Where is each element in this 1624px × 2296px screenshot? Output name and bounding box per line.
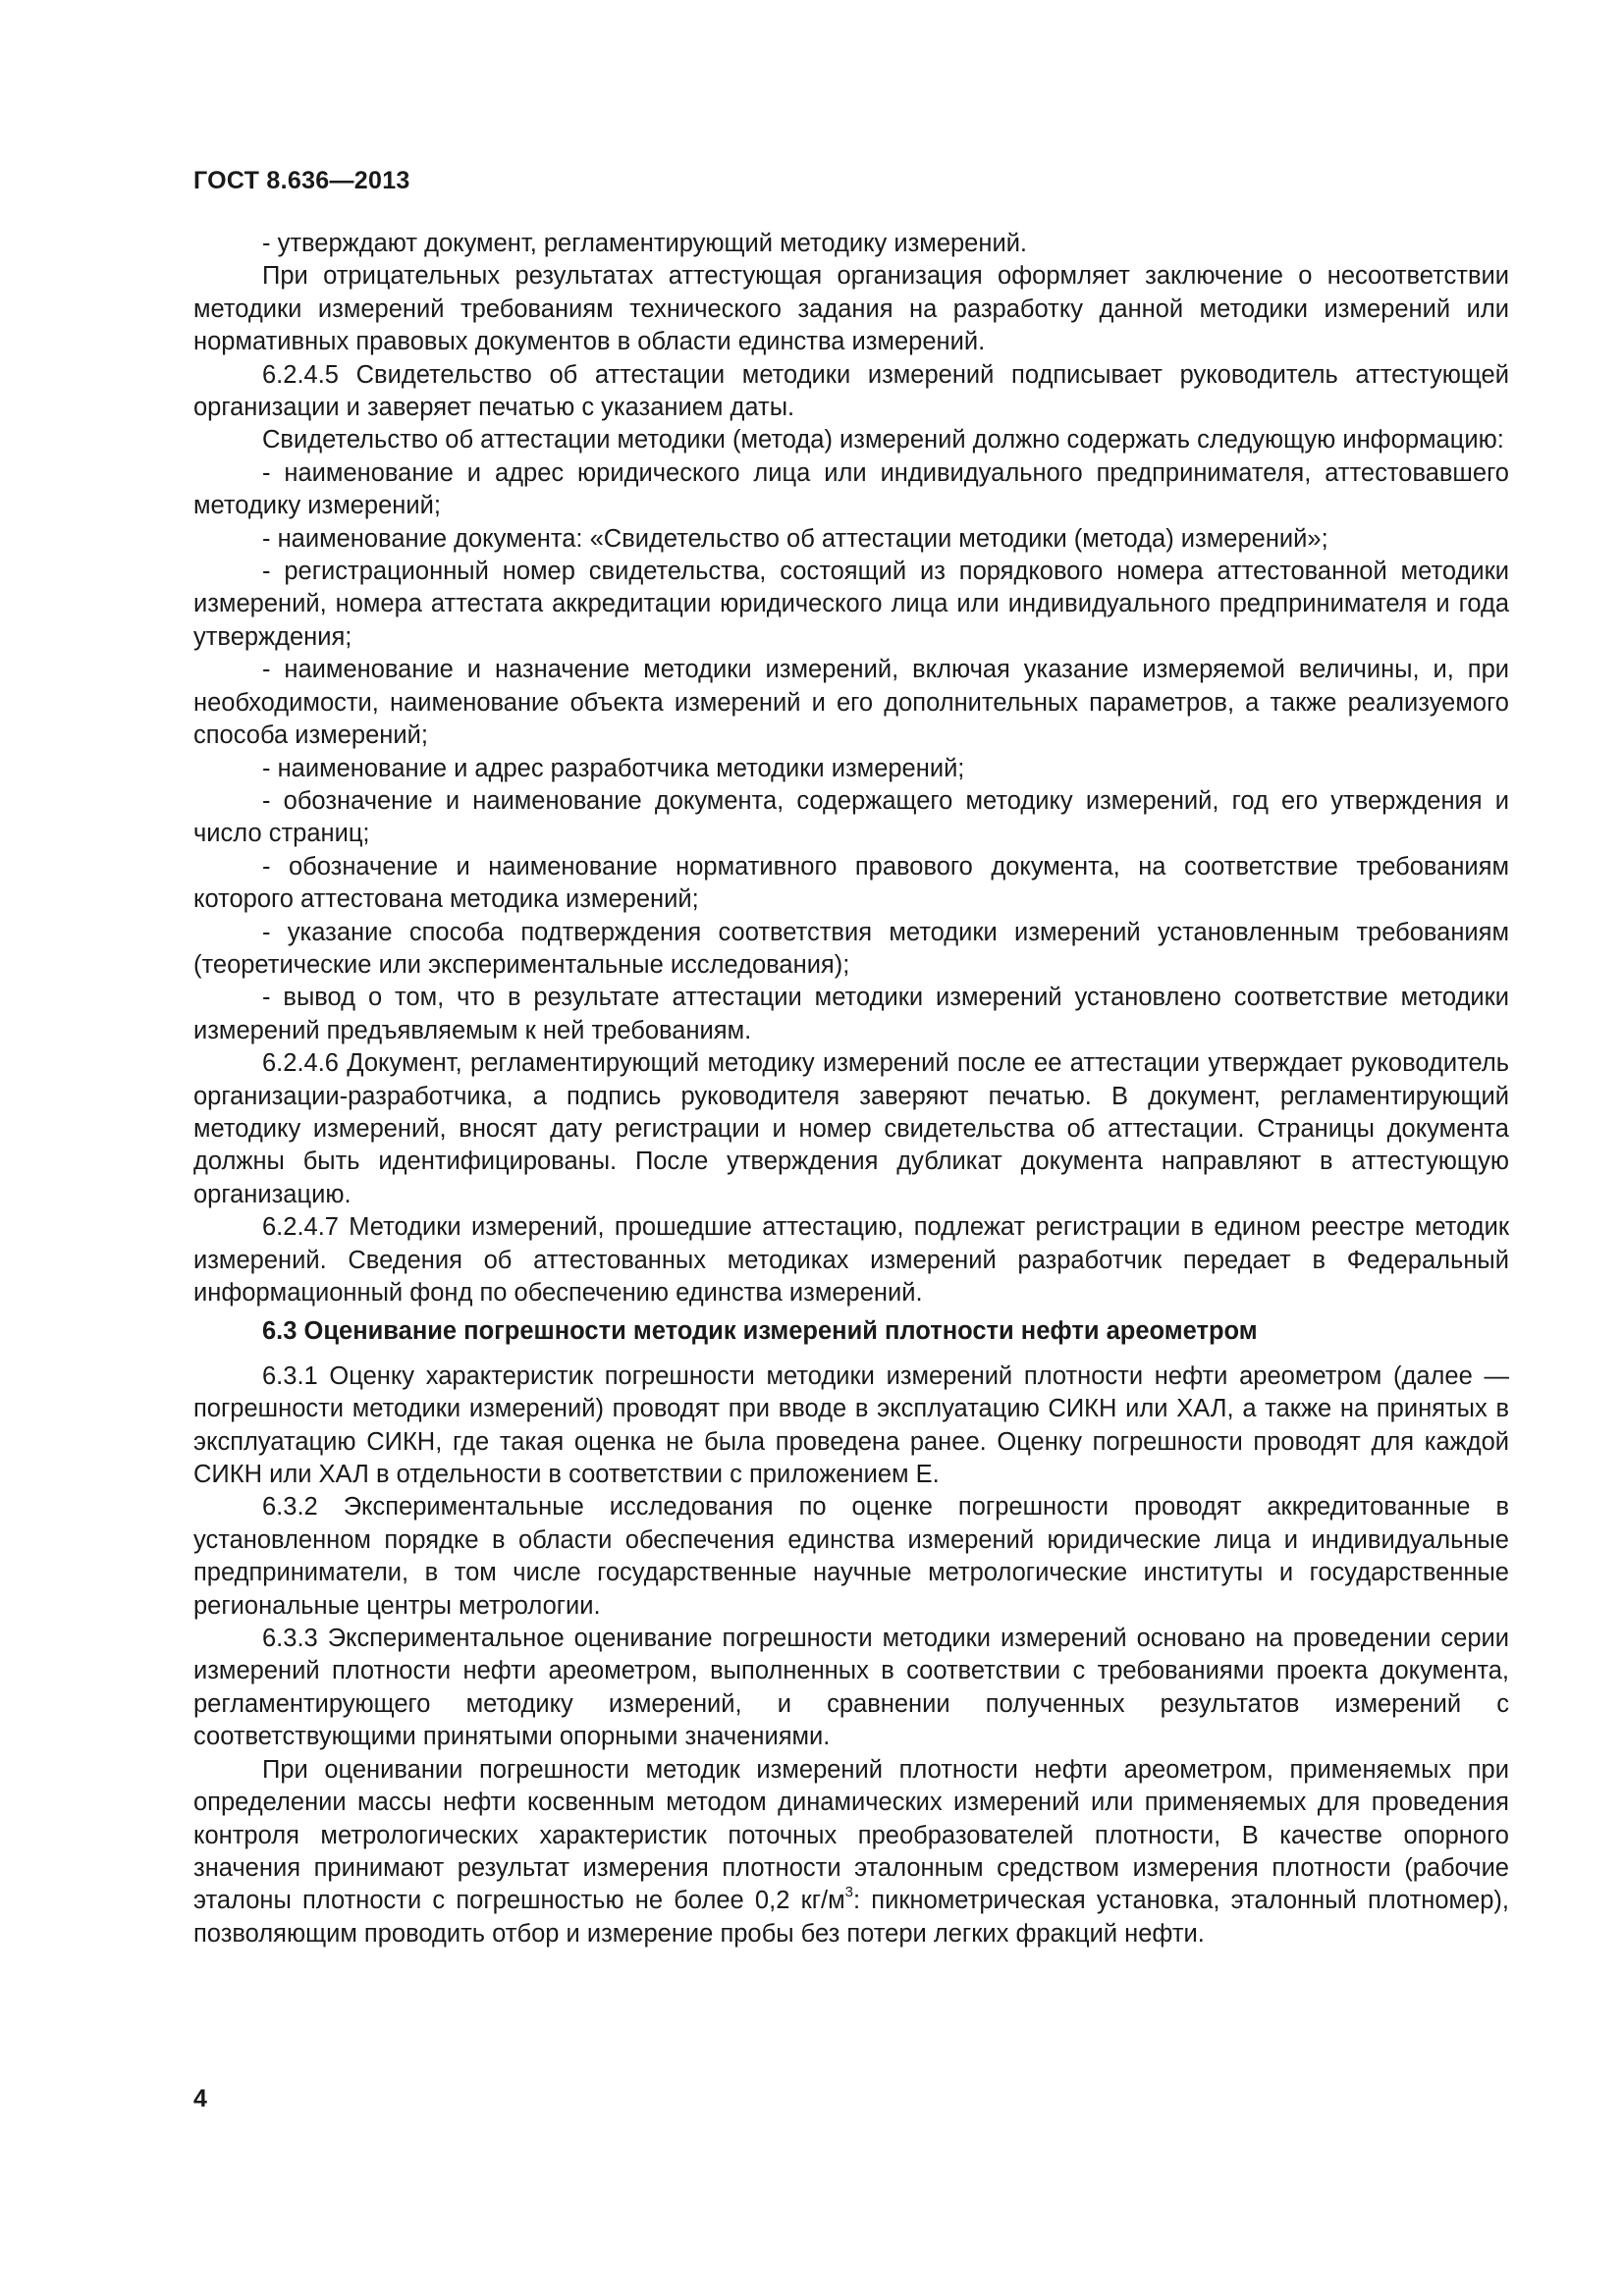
list-item: - обозначение и наименование нормативного правового документа, на соответствие требованиям которого аттестована методика измерений;: [193, 852, 1509, 914]
clause-6-2-4-7: 6.2.4.7 Методики измерений, прошедшие аттестацию, подлежат регистрации в едином реестре методик измерений. Сведения об аттестованных методиках измерений разработчик передает в Федеральный информационный фонд по обеспечению единства измерений.: [193, 1213, 1509, 1307]
list-item: - указание способа подтверждения соответствия методики измерений установленным требованиям (теоретические или экспериментальные исследования);: [193, 918, 1509, 979]
list-item: - вывод о том, что в результате аттестации методики измерений установлено соответствие методики измерений предъявляемым к ней требованиям.: [193, 984, 1509, 1044]
page-number: 4: [193, 2085, 207, 2112]
list-item: - наименование документа: «Свидетельство об аттестации методики (метода) измерений»;: [262, 524, 1328, 553]
list-item: - наименование и адрес разработчика методики измерений;: [262, 754, 965, 782]
list-item: - обозначение и наименование документа, содержащего методику измерений, год его утверждения и число страниц;: [193, 786, 1509, 848]
final-paragraph-text-start: При оценивании погрешности методик измерений плотности нефти ареометром, применяемых при определении массы нефти косвенным методом динамических измерений или применяемых для проведения контроля метрологических характеристик поточных преобразователей плотности, В качестве опорного значения принимают результат измерения плотности эталонным средством измерения плотности (рабочие эталоны плотности с погрешностью не более 0,2 кг/м: [193, 1755, 1509, 1915]
list-item: - регистрационный номер свидетельства, состоящий из порядкового номера аттестованной методики измерений, номера аттестата аккредитации юридического лица или индивидуального предпринимателя и года утверждения;: [193, 558, 1509, 651]
document-body: [193, 228, 1509, 1950]
clause-6-2-4-5: 6.2.4.5 Свидетельство об аттестации методики измерений подписывает руководитель аттестующей организации и заверяет печатью с указанием даты.: [193, 360, 1509, 422]
list-item: - утверждают документ, регламентирующий методику измерений.: [262, 230, 1028, 257]
final-paragraph: [193, 1754, 1509, 1950]
paragraph: Свидетельство об аттестации методики (метода) измерений должно содержать следующую информацию:: [262, 426, 1504, 454]
clause-6-2-4-6: 6.2.4.6 Документ, регламентирующий методику измерений после ее аттестации утверждает руководитель организации-разработчика, а подпись руководителя заверяют печатью. В документ, регламентирующий методику измерений, вносят дату регистрации и номер свидетельства об аттестации. Страницы документа должны быть идентифицированы. После утверждения дубликат документа направляют в аттестующую организацию.: [193, 1049, 1509, 1208]
section-heading: 6.3 Оценивание погрешности методик измерений плотности нефти ареометром: [262, 1317, 1258, 1346]
clause-6-3-3: 6.3.3 Экспериментальное оценивание погрешности методики измерений основано на проведении серии измерений плотности нефти ареометром, выполненных в соответствии с требованиями проекта документа, регламентирующего методику измерений, и сравнении полученных результатов измерений с соответствующими принятыми опорными значениями.: [193, 1625, 1509, 1751]
superscript: 3: [844, 1883, 854, 1900]
list-item: - наименование и назначение методики измерений, включая указание измеряемой величины, и, при необходимости, наименование объекта измерений и его дополнительных параметров, а также реализуемого способа измерений;: [193, 656, 1509, 750]
clause-6-3-2: 6.3.2 Экспериментальные исследования по оценке погрешности проводят аккредитованные в установленном порядке в области обеспечения единства измерений юридические лица и индивидуальные предприниматели, в том числе государственные научные метрологические институты и государственные региональные центры метрологии.: [193, 1493, 1509, 1620]
paragraph: При отрицательных результатах аттестующая организация оформляет заключение о несоответствии методики измерений требованиям технического задания на разработку данной методики измерений или нормативных правовых документов в области единства измерений.: [193, 262, 1509, 356]
clause-6-3-1: 6.3.1 Оценку характеристик погрешности методики измерений плотности нефти ареометром (далее — погрешности методики измерений) проводят при вводе в эксплуатацию СИКН или ХАЛ, а также на принятых в эксплуатацию СИКН, где такая оценка не была проведена ранее. Оценку погрешности проводят для каждой СИКН или ХАЛ в отдельности в соответствии с приложением Е.: [193, 1362, 1509, 1489]
list-item: - наименование и адрес юридического лица или индивидуального предпринимателя, аттестовавшего методику измерений;: [193, 458, 1509, 520]
standard-code-header: ГОСТ 8.636—2013: [193, 167, 410, 194]
final-paragraph-text-end: : пикнометрическая установка, эталонный плотномер), позволяющим проводить отбор и измерение пробы без потери легких фракций нефти.: [193, 1887, 1509, 1948]
